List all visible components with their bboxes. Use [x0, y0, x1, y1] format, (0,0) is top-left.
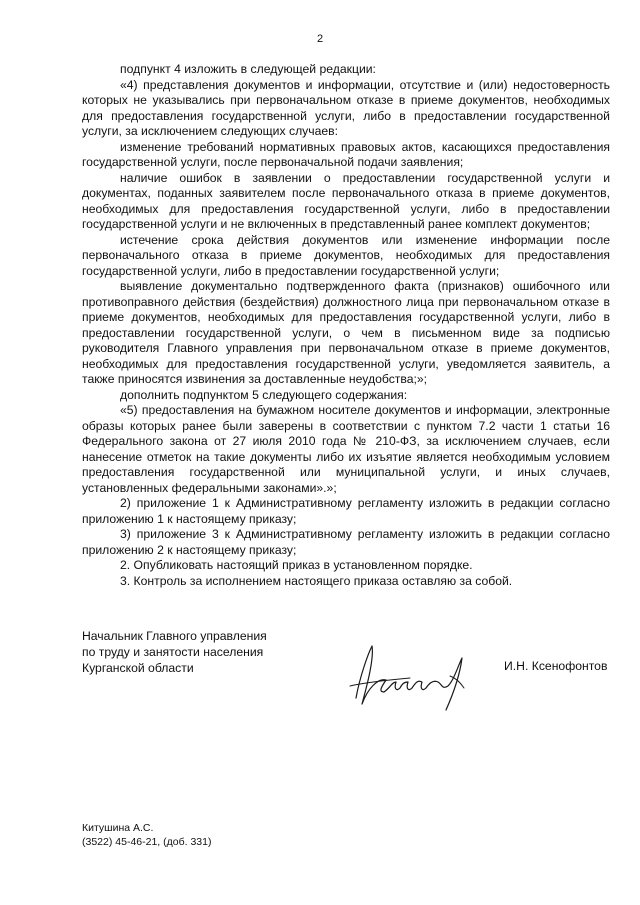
page-number: 2	[316, 33, 324, 45]
paragraph: подпункт 4 изложить в следующей редакции:	[120, 62, 376, 76]
paragraph: «5) предоставления на бумажном носителе документов и информации, электронные образы которых ранее были заверены в соответствии с пунктом 7.2 части 1 статьи 16 Федерального закона от 27 июля 2010 года № 210-ФЗ, за исключением случаев, если нанесение отметок на такие документы либо их изъятие является необходимым условием предоставления государственной или муниципальной услуги, и иных случаев, установленных федеральными законами».»;	[82, 403, 610, 495]
executor-block	[82, 822, 211, 849]
paragraph: изменение требований нормативных правовых актов, касающихся предоставления государственной услуги, после первоначальной подачи заявления;	[82, 139, 610, 169]
paragraph: наличие ошибок в заявлении о предоставлении государственной услуги и документах, поданных заявителем после первоначального отказа в приеме документов, необходимых для предоставления государственной услуги, либо в предоставлении государственной услуги и не включенных в представленный ранее комплект документов;	[82, 170, 610, 231]
signatory-name: И.Н. Ксенофонтов	[504, 659, 608, 673]
executor-phone: (3522) 45-46-21, (доб. 331)	[82, 835, 212, 848]
handwritten-signature	[338, 636, 498, 716]
paragraph: 2) приложение 1 к Административному регламенту изложить в редакции согласно приложению 1 к настоящему приказу;	[82, 496, 610, 526]
signatory-position-line: Курганской области	[82, 661, 194, 675]
executor-name: Китушина А.С.	[82, 822, 154, 834]
signatory-position-line: Начальник Главного управления	[82, 629, 267, 643]
paragraph: 2. Опубликовать настоящий приказ в установленном порядке.	[120, 558, 473, 572]
paragraph: истечение срока действия документов или изменение информации после первоначального отказа в приеме документов, необходимых для предоставления государственной услуги, либо в предоставлении государственной услуги;	[82, 232, 610, 278]
signatory-position-line: по труду и занятости населения	[82, 645, 264, 659]
paragraph: выявление документально подтвержденного факта (признаков) ошибочного или противоправного действия (бездействия) должностного лица при первоначальном отказе в приеме документов, необходимых для предоставления государственной услуги, либо в предоставлении государственной услуги, о чем в письменном виде за подписью руководителя Главного управления при первоначальном отказе в приеме документов, необходимых для предоставления государственной услуги, уведомляется заявитель, а также приносятся извинения за доставленные неудобства;»;	[82, 279, 610, 386]
paragraph: 3. Контроль за исполнением настоящего приказа оставляю за собой.	[120, 573, 513, 588]
paragraph: «4) представления документов и информации, отсутствие и (или) недостоверность которых не указывались при первоначальном отказе в приеме документов, необходимых для предоставления государственной услуги, либо в предоставлении государственной услуги, за исключением следующих случаев:	[82, 77, 610, 138]
paragraph: дополнить подпунктом 5 следующего содержания:	[120, 387, 408, 402]
signatory-position	[82, 628, 267, 676]
paragraph: 3) приложение 3 к Административному регламенту изложить в редакции согласно приложению 2 к настоящему приказу;	[82, 527, 610, 557]
document-body	[82, 62, 610, 589]
